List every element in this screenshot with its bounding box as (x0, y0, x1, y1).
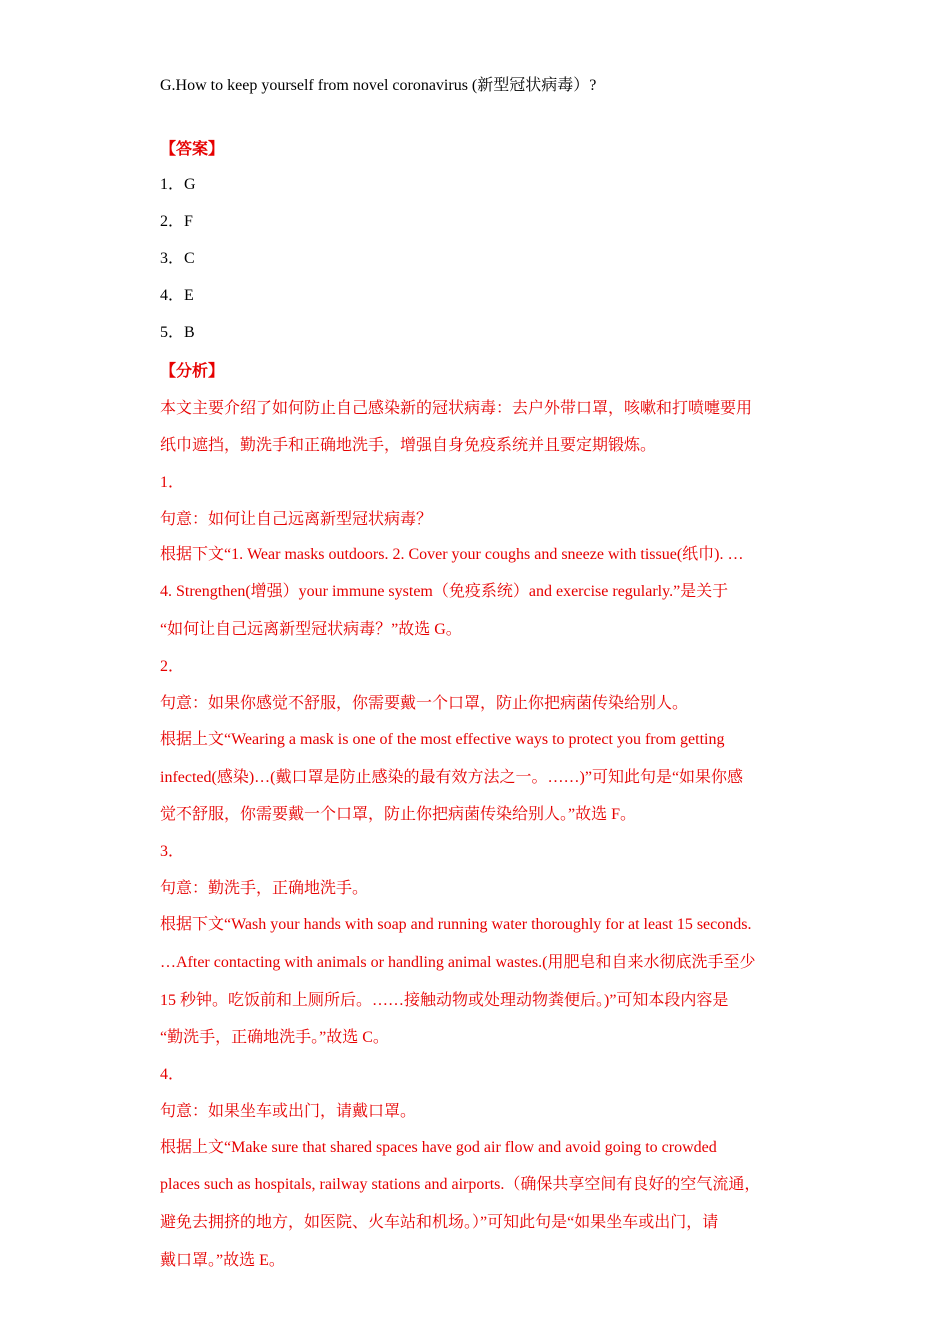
answer-1: 1．G (160, 176, 196, 193)
item-explanation-line: 根据上文“Make sure that shared spaces have god air flow and avoid going to crowded (160, 1139, 717, 1156)
item-explanation-line: places such as hospitals, railway stations and airports.（确保共享空间有良好的空气流通， (160, 1176, 761, 1193)
item-explanation-line: 避免去拥挤的地方，如医院、火车站和机场。）”可知此句是“如果坐车或出门，请 (160, 1214, 719, 1231)
summary-line: 本文主要介绍了如何防止自己感染新的冠状病毒：去户外带口罩，咳嗽和打喷嚏要用 (160, 400, 753, 417)
item-meaning: 句意：如果坐车或出门，请戴口罩。 (160, 1103, 417, 1120)
item-explanation-line: 根据上文“Wearing a mask is one of the most effective ways to protect you from getting (160, 731, 725, 748)
answer-2: 2．F (160, 213, 193, 230)
item-meaning: 句意：如何让自己远离新型冠状病毒？ (160, 511, 433, 528)
item-explanation-line: 4. Strengthen(增强）your immune system（免疫系统）and exercise regularly.”是关于 (160, 583, 729, 600)
item-explanation-line: infected(感染)…(戴口罩是防止感染的最有效方法之一。……)”可知此句是“如果你感 (160, 769, 744, 786)
summary-line: 纸巾遮挡，勤洗手和正确地洗手，增强自身免疫系统并且要定期锻炼。 (160, 437, 657, 454)
answer-heading: 【答案】 (160, 141, 225, 158)
item-explanation-line: 觉不舒服，你需要戴一个口罩，防止你把病菌传染给别人。”故选 F。 (160, 806, 637, 823)
analysis-heading: 【分析】 (160, 363, 225, 380)
item-meaning: 句意：如果你感觉不舒服，你需要戴一个口罩，防止你把病菌传染给别人。 (160, 695, 689, 712)
item-number: 4． (160, 1066, 185, 1083)
item-meaning: 句意：勤洗手，正确地洗手。 (160, 880, 369, 897)
item-explanation-line: “如何让自己远离新型冠状病毒？”故选 G。 (160, 621, 462, 638)
answer-5: 5．B (160, 324, 195, 341)
question-g: G.How to keep yourself from novel coronavirus (新型冠状病毒）? (160, 77, 597, 94)
item-explanation-line: “勤洗手，正确地洗手。”故选 C。 (160, 1029, 389, 1046)
item-explanation-line: 戴口罩。”故选 E。 (160, 1252, 285, 1269)
item-number: 2． (160, 658, 185, 675)
item-number: 1． (160, 474, 185, 491)
answer-4: 4．E (160, 287, 194, 304)
answer-3: 3．C (160, 250, 195, 267)
item-explanation-line: 根据下文“Wash your hands with soap and running water thoroughly for at least 15 seconds. (160, 916, 752, 933)
item-explanation-line: 15 秒钟。吃饭前和上厕所后。……接触动物或处理动物粪便后。)”可知本段内容是 (160, 992, 729, 1009)
item-explanation-line: …After contacting with animals or handling animal wastes.(用肥皂和自来水彻底洗手至少 (160, 954, 756, 971)
item-number: 3． (160, 843, 185, 860)
item-explanation-line: 根据下文“1. Wear masks outdoors. 2. Cover your coughs and sneeze with tissue(纸巾). … (160, 546, 744, 563)
